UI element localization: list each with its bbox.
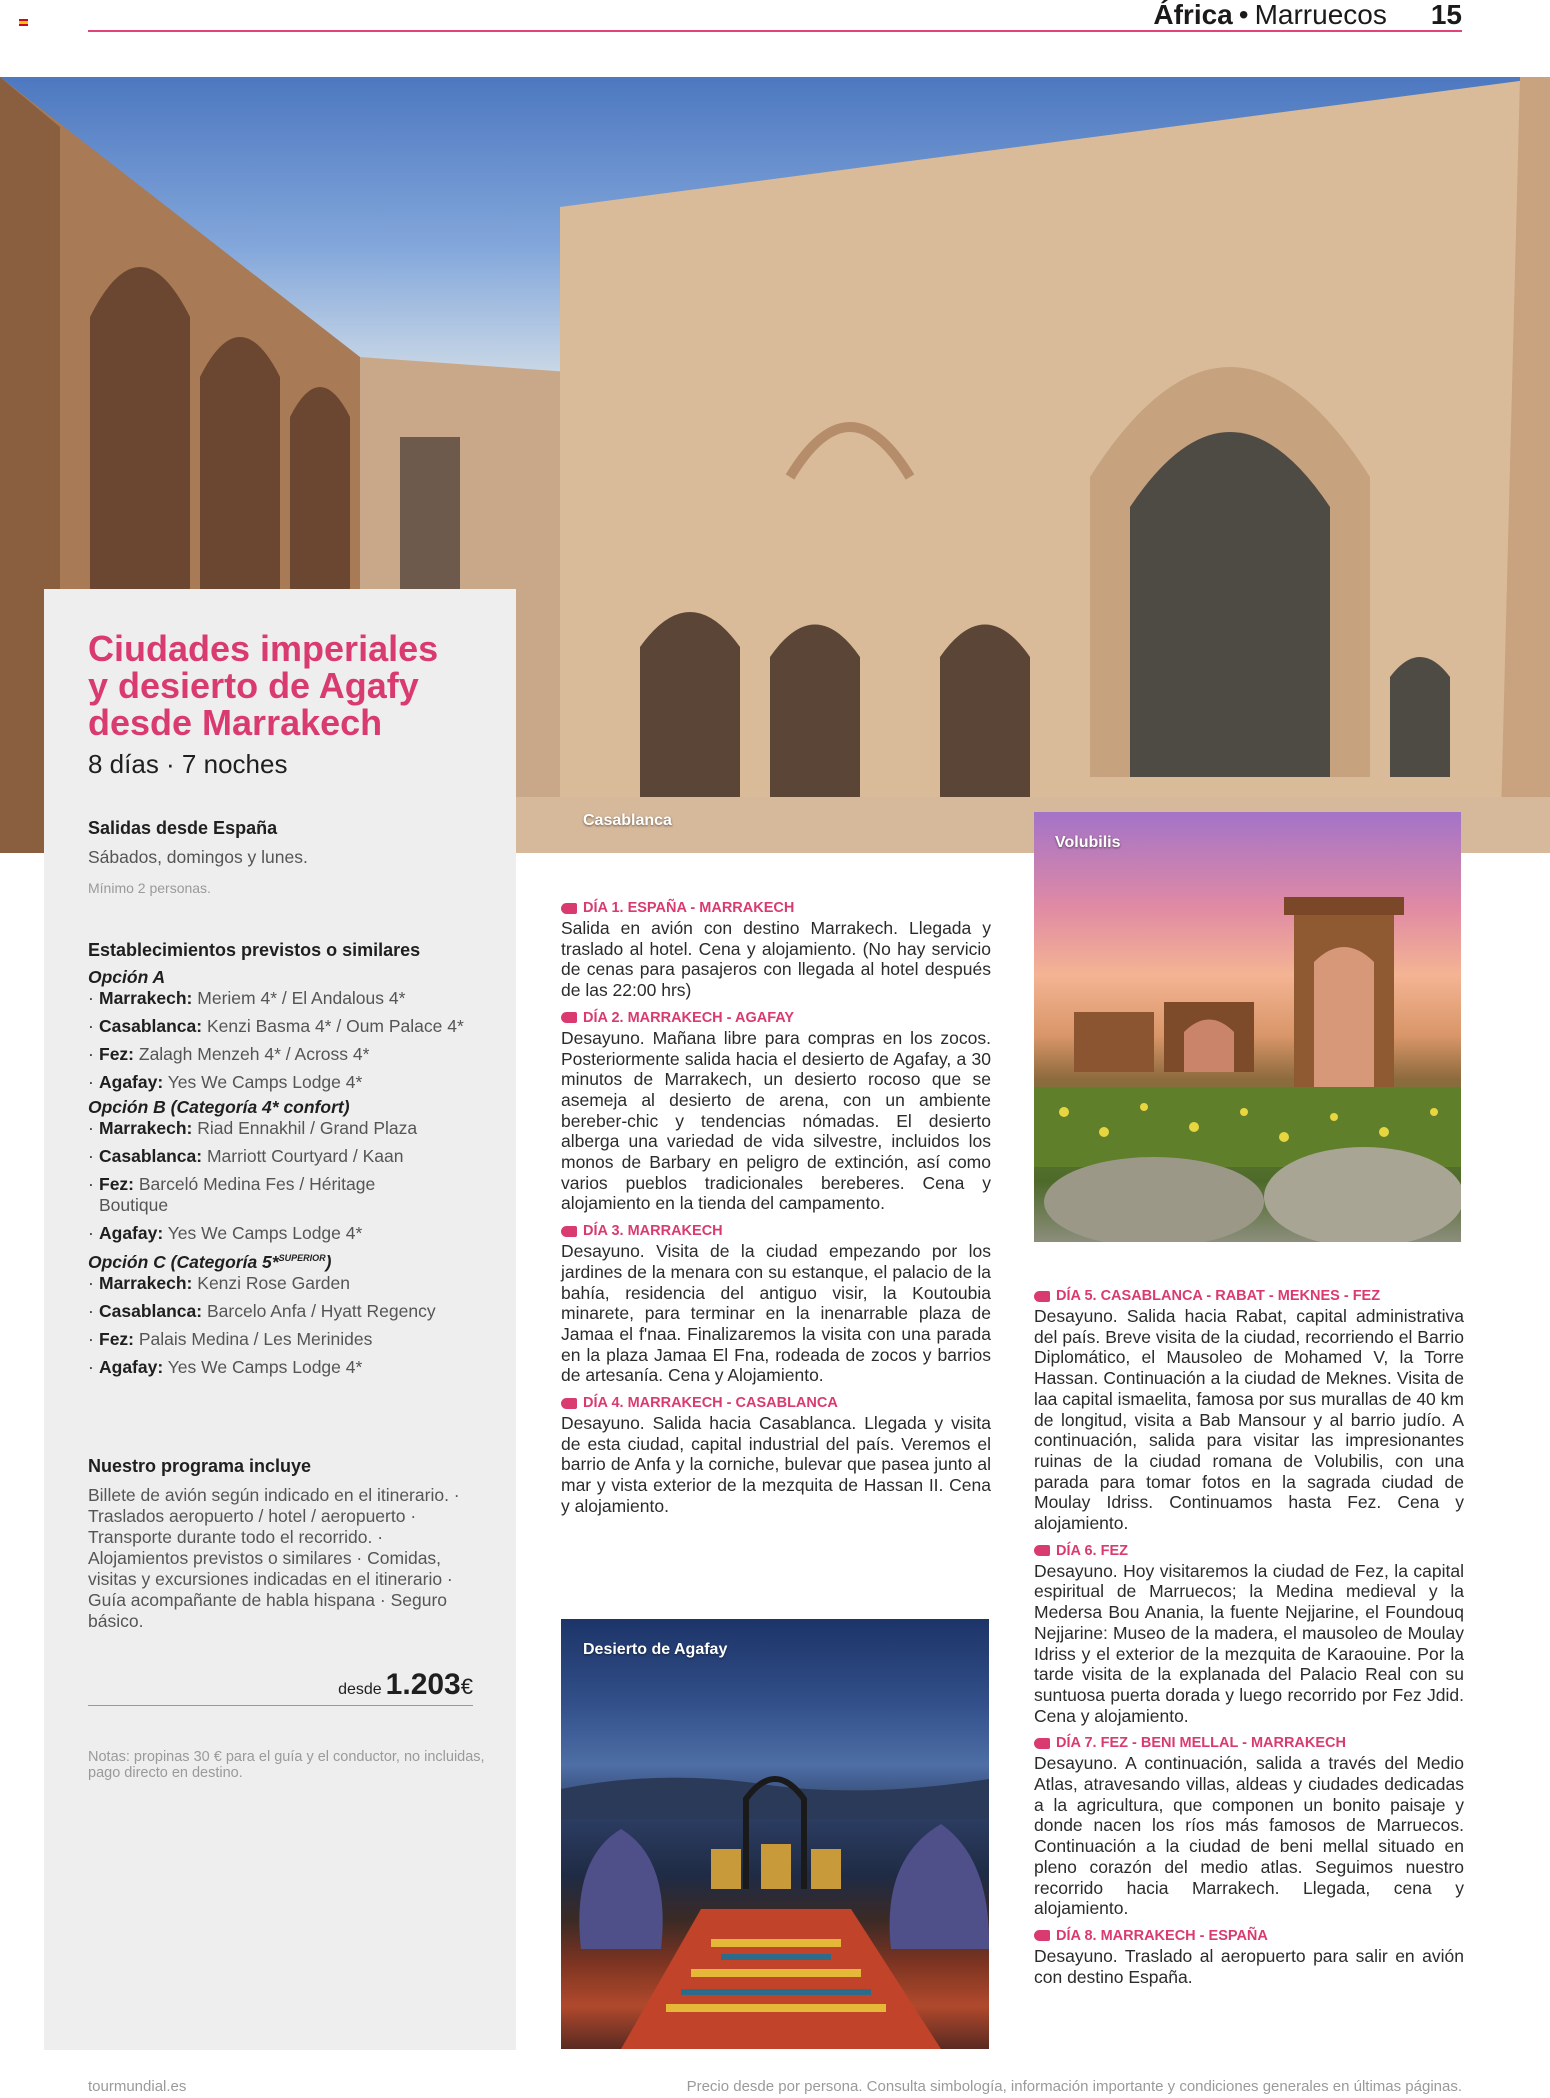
option-b-label: Opción B (Categoría 4* confort) [88, 1097, 350, 1117]
day-title: DÍA 6. FEZ [1056, 1542, 1128, 1559]
day-entry [1034, 1541, 1464, 1727]
trip-title-line: y desierto de Agafy [88, 665, 419, 706]
trip-title-line: Ciudades imperiales [88, 628, 439, 669]
day-text: Desayuno. A continuación, salida a través del Medio Atlas, atravesando villas, aldeas y ciudades dedicadas a la agricultura, que componen un bonito paisaje y donde nacen los ríos más famosos de Marruecos. Continuación a la ciudad de beni mellal situado en pleno corazón del medio atlas. Seguimos nuestro recorrido hacia Marrakech. Llegada, cena y alojamiento. [1034, 1753, 1464, 1919]
hotel-item: · Casablanca: Marriott Courtyard / Kaan [88, 1146, 503, 1167]
day-title: DÍA 8. MARRAKECH - ESPAÑA [1056, 1927, 1268, 1944]
hotels-list [88, 967, 503, 1378]
day-entry [561, 1008, 991, 1214]
includes-heading: Nuestro programa incluye [88, 1456, 312, 1476]
day-entry [1034, 1286, 1464, 1534]
price-from-label: desde [338, 1681, 382, 1698]
departures-days: Sábados, domingos y lunes. [88, 847, 308, 867]
desert-camp-illustration [561, 1619, 989, 2049]
hotels-heading: Establecimientos previstos o similares [88, 940, 421, 960]
day-text: Desayuno. Mañana libre para compras en los zocos. Posteriormente salida hacia el desierto de Agafay, a 30 minutos de Marrakech, un desierto rocoso que se asemeja al desierto de arena, con un ambiente bereber-chic y tendencias nómadas. El desierto alberga una variedad de vida silvestre, incluidos los monos de Barbary en peligro de extinción, así como varios pueblos tradicionales bereberes. Cena y alojamiento en la tienda del campamento. [561, 1027, 991, 1214]
day-marker-icon [561, 1226, 577, 1237]
day-title: DÍA 4. MARRAKECH - CASABLANCA [583, 1395, 838, 1412]
country-label: Marruecos [1254, 0, 1387, 30]
day-title: DÍA 1. ESPAÑA - MARRAKECH [583, 900, 795, 916]
volubilis-caption: Volubilis [1055, 834, 1121, 851]
day-title: DÍA 3. MARRAKECH [583, 1223, 723, 1240]
trip-duration: 8 días · 7 noches [88, 749, 288, 779]
footer-disclaimer: Precio desde por persona. Consulta simbología, información importante y condiciones generales en últimas páginas. [686, 2078, 1462, 2095]
hotel-item: · Casablanca: Barcelo Anfa / Hyatt Regency [88, 1301, 503, 1322]
continent-label: África [1153, 0, 1233, 30]
notes-text: Notas: propinas 30 € para el guía y el conductor, no incluidas, pago directo en destino. [88, 1749, 485, 1781]
day-marker-icon [1034, 1291, 1050, 1302]
page-number: 15 [1430, 0, 1462, 30]
price-amount: 1.203 [385, 1668, 461, 1701]
hotel-item: · Agafay: Yes We Camps Lodge 4* [88, 1223, 503, 1244]
day-marker-icon [561, 1012, 577, 1023]
itinerary-column-1 [561, 898, 991, 1524]
agafay-desert-photo [561, 1619, 989, 2049]
day-text: Desayuno. Traslado al aeropuerto para salir en avión con destino España. [1034, 1945, 1464, 1987]
day-marker-icon [1034, 1545, 1050, 1556]
day-entry [1034, 1926, 1464, 1987]
itinerary-column-2 [1034, 1286, 1464, 1994]
hotel-item: · Fez: Zalagh Menzeh 4* / Across 4* [88, 1044, 503, 1065]
trip-title-line: desde Marrakech [88, 702, 383, 743]
day-marker-icon [1034, 1930, 1050, 1941]
day-text: Desayuno. Hoy visitaremos la ciudad de Fez, la capital espiritual de Marruecos; la Medina medieval y la Medersa Bou Anania, la fuente Nejjarine, el Foundouq Nejjarine: Museo de la madera, el mausoleo de Moulay Idriss y el exterior de la mezquita de Karaouine. Por la tarde visita de la explanada del Palacio Real con su suntuosa puerta dorada y luego recorrido por Fez Jdid. Cena y alojamiento. [1034, 1560, 1464, 1726]
hotel-item: · Agafay: Yes We Camps Lodge 4* [88, 1072, 503, 1093]
footer-website: tourmundial.es [88, 2078, 187, 2095]
option-c-label: Opción C (Categoría 5*$^{SUPERIOR}$) [88, 1251, 332, 1272]
day-marker-icon [1034, 1738, 1050, 1749]
hotel-item: · Marrakech: Meriem 4* / El Andalous 4* [88, 988, 503, 1009]
day-entry [561, 1221, 991, 1386]
day-title: DÍA 2. MARRAKECH - AGAFAY [583, 1009, 795, 1026]
price-divider [88, 1705, 473, 1706]
day-text: Desayuno. Salida hacia Casablanca. Llegada y visita de esta ciudad, capital industrial del país. Veremos el barrio de Anfa y la corniche, bulevar que pasea junto al mar y vista exterior de la mezquita de Hassan II. Cena y alojamiento. [561, 1413, 991, 1516]
minimum-people: Mínimo 2 personas. [88, 880, 211, 896]
day-title: DÍA 7. FEZ - BENI MELLAL - MARRAKECH [1056, 1735, 1346, 1752]
day-marker-icon [561, 1398, 577, 1409]
hotel-item: · Casablanca: Kenzi Basma 4* / Oum Palace 4* [88, 1016, 503, 1037]
departures-heading: Salidas desde España [88, 818, 278, 838]
day-entry [561, 898, 991, 1001]
ruins-illustration [1034, 812, 1461, 1242]
flag-icon [19, 19, 28, 26]
hotel-item: · Marrakech: Riad Ennakhil / Grand Plaza [88, 1118, 503, 1139]
page-header [1153, 0, 1462, 30]
desert-caption: Desierto de Agafay [583, 1641, 728, 1658]
volubilis-photo [1034, 812, 1461, 1242]
includes-text: Billete de avión según indicado en el itinerario. · Traslados aeropuerto / hotel / aeropuerto · Transporte durante todo el recorrido. · Alojamientos previstos o similares · Comidas, visitas y excursiones indicadas en el itinerario · Guía acompañante de habla hispana · Seguro básico. [88, 1485, 460, 1631]
day-marker-icon [561, 903, 577, 914]
hotel-item: · Marrakech: Kenzi Rose Garden [88, 1273, 503, 1294]
day-text: Desayuno. Visita de la ciudad empezando por los jardines de la menara con su estanque, el palacio de la bahía, residencia del antiguo visir, la Koutoubia minarete, para terminar en la inenarrable plaza de Jamaa el f'naa. Finalizaremos la visita con una parada en la plaza Jamaa El Fna, rodeada de zocos y barrios de artesanía. Cena y Alojamiento. [561, 1241, 991, 1386]
price-block [88, 1668, 473, 1702]
hotel-item: · Fez: Barceló Medina Fes / Héritage Boutique [88, 1174, 503, 1216]
day-entry [1034, 1733, 1464, 1919]
price-currency: € [460, 1674, 473, 1699]
day-text: Salida en avión con destino Marrakech. Llegada y traslado al hotel. Cena y alojamiento. (No hay servicio de cenas para pasajeros con llegada al hotel después de las 22:00 hrs) [561, 918, 991, 1001]
header-separator: • [1238, 0, 1249, 30]
hotel-item: · Agafay: Yes We Camps Lodge 4* [88, 1357, 503, 1378]
hotel-item: · Fez: Palais Medina / Les Merinides [88, 1329, 503, 1350]
header-rule [88, 30, 1462, 32]
day-text: Desayuno. Salida hacia Rabat, capital administrativa del país. Breve visita de la ciudad, recorriendo el Barrio Diplomático, el Mausoleo de Mohamed V, la Torre Hassan. Continuación a la ciudad de Meknes. Visita de laa capital ismaelita, famosa por sus murallas de 40 km de longitud, visita a Bab Mansour y al barrio judío. A continuación, salida para visitar las impresionantes ruinas de la ciudad romana de Volubilis, con una parada para tomar fotos en la sagrada ciudad de Moulay Idriss. Continuamos hasta Fez. Cena y alojamiento. [1034, 1306, 1464, 1534]
trip-title [88, 630, 508, 741]
casablanca-caption: Casablanca [583, 812, 672, 829]
day-entry [561, 1393, 991, 1517]
day-title: DÍA 5. CASABLANCA - RABAT - MEKNES - FEZ [1056, 1288, 1381, 1304]
option-a-label: Opción A [88, 967, 166, 987]
